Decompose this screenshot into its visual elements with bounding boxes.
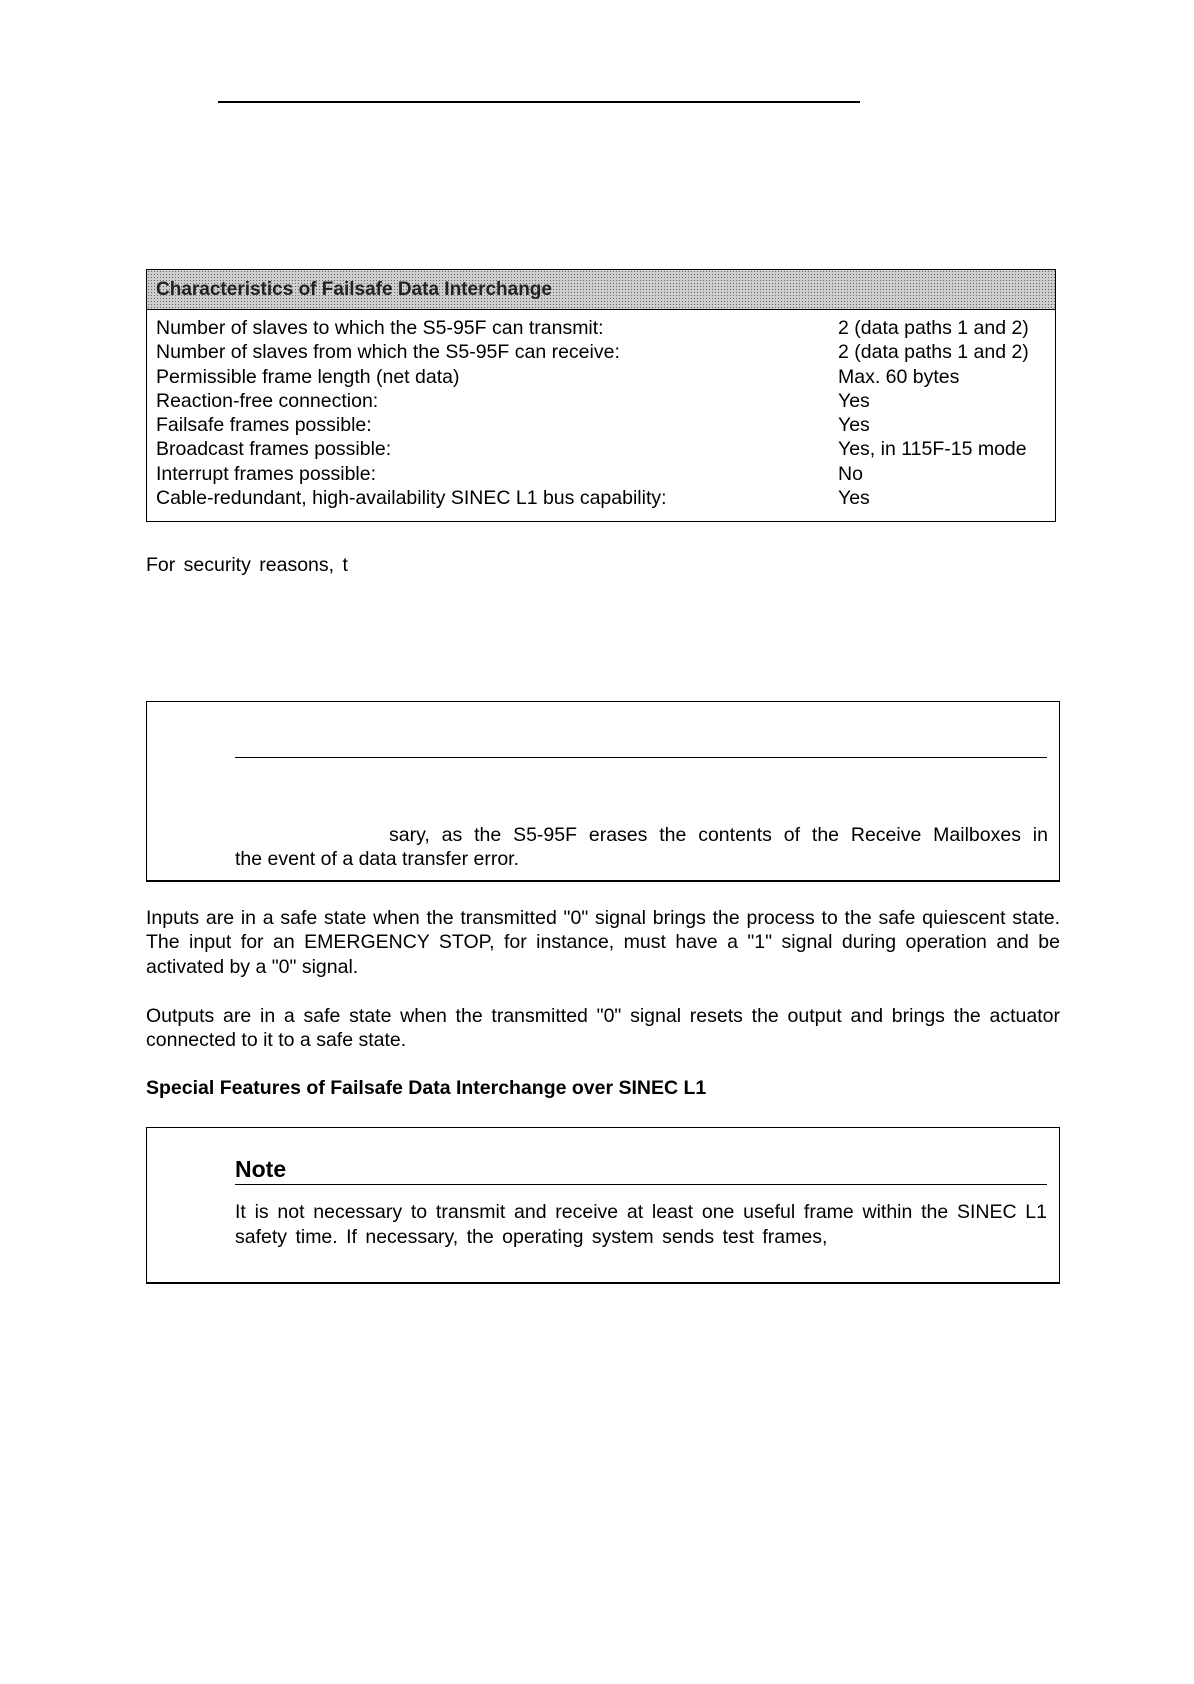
table-row — [147, 316, 1055, 340]
note-text — [235, 1200, 1047, 1250]
row-label: Interrupt frames possible: — [156, 462, 377, 485]
table-row — [147, 389, 1055, 413]
row-value: Yes — [838, 389, 870, 412]
table-row — [147, 462, 1055, 486]
characteristics-table-title: Characteristics of Failsafe Data Interchange — [147, 270, 1055, 310]
row-value: 2 (data paths 1 and 2) — [838, 317, 1029, 339]
row-label: Broadcast frames possible: — [156, 438, 392, 461]
table-row — [147, 437, 1055, 461]
section-heading: Special Features of Failsafe Data Interchange over SINEC L1 — [146, 1077, 707, 1099]
notice-box-rule — [235, 757, 1047, 758]
note-box — [146, 1127, 1060, 1284]
note-line-2: safety time. If necessary, the operating system sends test frames, — [235, 1226, 828, 1248]
row-value: Max. 60 bytes — [838, 365, 960, 388]
row-value: Yes — [838, 414, 870, 437]
notice-box-line-2: the event of a data transfer error. — [235, 848, 519, 870]
note-title: Note — [235, 1155, 1047, 1185]
row-label: Number of slaves to which the S5-95F can transmit: — [156, 317, 604, 339]
row-value: No — [838, 462, 863, 485]
top-rule — [218, 101, 860, 103]
table-row — [147, 486, 1055, 510]
row-label: Cable-redundant, high-availability SINEC L1 bus capability: — [156, 487, 667, 510]
row-value: Yes, in 115F-15 mode — [838, 438, 1027, 461]
security-reasons-text: For security reasons, t — [146, 554, 348, 576]
table-row — [147, 413, 1055, 437]
row-value: Yes — [838, 487, 870, 510]
notice-box-line-1: sary, as the S5-95F erases the contents of the Receive Mailboxes in — [389, 824, 1048, 846]
characteristics-table — [146, 269, 1056, 522]
row-label: Permissible frame length (net data) — [156, 365, 460, 388]
table-row — [147, 340, 1055, 364]
row-label: Reaction-free connection: — [156, 389, 379, 412]
row-label: Failsafe frames possible: — [156, 414, 372, 437]
inputs-paragraph: Inputs are in a safe state when the transmitted "0" signal brings the process to the safe quiescent state. The input for an EMERGENCY STOP, for instance, must have a "1" signal during operation and be activated by a "0" signal. — [146, 907, 1060, 978]
note-line-1: It is not necessary to transmit and receive at least one useful frame within the SINEC L1 — [235, 1201, 1047, 1223]
outputs-paragraph: Outputs are in a safe state when the transmitted "0" signal resets the output and brings the actuator connected to it to a safe state. — [146, 1005, 1060, 1052]
notice-box — [146, 701, 1060, 882]
row-label: Number of slaves from which the S5-95F can receive: — [156, 341, 620, 364]
characteristics-rows — [147, 310, 1055, 510]
row-value: 2 (data paths 1 and 2) — [838, 341, 1029, 364]
table-row — [147, 365, 1055, 389]
